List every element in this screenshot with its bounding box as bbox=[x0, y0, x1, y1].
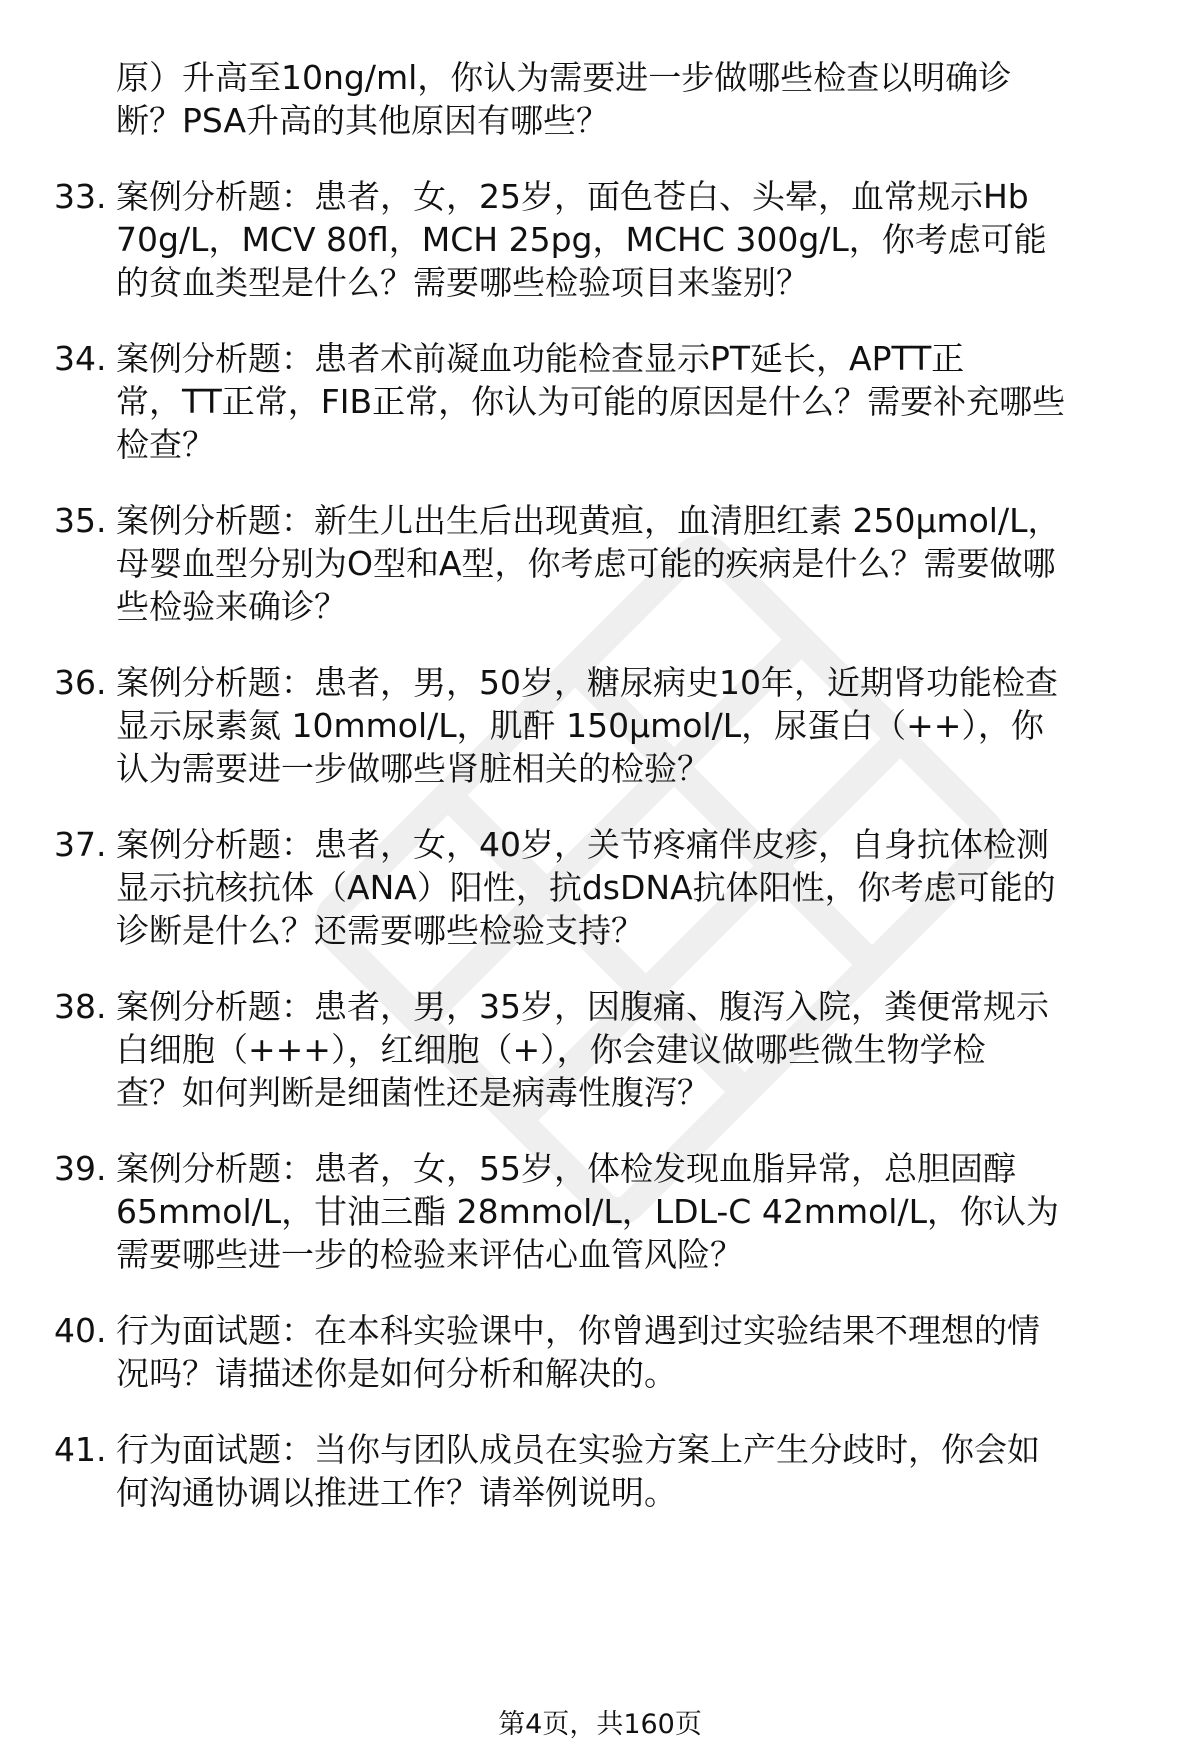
question-line: 案例分析题：患者，男，35岁，因腹痛、腹泻入院，粪便常规示 bbox=[116, 987, 1049, 1026]
question-line: 的贫血类型是什么？需要哪些检验项目来鉴别？ bbox=[116, 263, 809, 302]
question-line: 案例分析题：患者，男，50岁，糖尿病史10年，近期肾功能检查 bbox=[116, 663, 1058, 702]
question-line: 显示尿素氮 10mmol/L，肌酐 150μmol/L，尿蛋白（++），你 bbox=[116, 706, 1044, 745]
question-line: 65mmol/L，甘油三酯 28mmol/L，LDL-C 42mmol/L，你认为 bbox=[116, 1192, 1059, 1231]
page-number-footer: 第4页，共160页 bbox=[498, 1709, 702, 1740]
question-number: 34. bbox=[54, 339, 107, 378]
question-line: 常，TT正常，FIB正常，你认为可能的原因是什么？需要补充哪些 bbox=[116, 382, 1066, 421]
question-number: 33. bbox=[54, 177, 107, 216]
question-line: 显示抗核抗体（ANA）阳性，抗dsDNA抗体阳性，你考虑可能的 bbox=[116, 868, 1056, 907]
question-number: 37. bbox=[54, 825, 107, 864]
question-line: 认为需要进一步做哪些肾脏相关的检验？ bbox=[116, 749, 710, 788]
question-line: 母婴血型分别为O型和A型，你考虑可能的疾病是什么？需要做哪 bbox=[116, 544, 1056, 583]
question-line: 查？如何判断是细菌性还是病毒性腹泻？ bbox=[116, 1073, 710, 1112]
question-line: 诊断是什么？还需要哪些检验支持？ bbox=[116, 911, 644, 950]
question-number: 36. bbox=[54, 663, 107, 702]
question-line: 行为面试题：在本科实验课中，你曾遇到过实验结果不理想的情 bbox=[116, 1311, 1040, 1350]
intro-line-1: 原）升高至10ng/ml，你认为需要进一步做哪些检查以明确诊 bbox=[116, 58, 1012, 97]
question-line: 需要哪些进一步的检验来评估心血管风险？ bbox=[116, 1235, 743, 1274]
question-line: 案例分析题：患者，女，55岁，体检发现血脂异常，总胆固醇 bbox=[116, 1149, 1016, 1188]
question-number: 39. bbox=[54, 1149, 107, 1188]
question-line: 行为面试题：当你与团队成员在实验方案上产生分歧时，你会如 bbox=[116, 1430, 1040, 1469]
question-number: 40. bbox=[54, 1311, 107, 1350]
question-line: 案例分析题：患者，女，25岁，面色苍白、头晕，血常规示Hb bbox=[116, 177, 1029, 216]
question-line: 案例分析题：患者术前凝血功能检查显示PT延长，APTT正 bbox=[116, 339, 965, 378]
question-number: 35. bbox=[54, 501, 107, 540]
question-line: 70g/L，MCV 80fl，MCH 25pg，MCHC 300g/L，你考虑可能 bbox=[116, 220, 1047, 259]
question-number: 41. bbox=[54, 1430, 107, 1469]
question-line: 案例分析题：新生儿出生后出现黄疸，血清胆红素 250μmol/L， bbox=[116, 501, 1061, 540]
question-line: 案例分析题：患者，女，40岁，关节疼痛伴皮疹，自身抗体检测 bbox=[116, 825, 1049, 864]
question-line: 检查？ bbox=[116, 425, 215, 464]
question-line: 况吗？请描述你是如何分析和解决的。 bbox=[116, 1354, 677, 1393]
question-line: 白细胞（+++），红细胞（+），你会建议做哪些微生物学检 bbox=[116, 1030, 986, 1069]
question-number: 38. bbox=[54, 987, 107, 1026]
question-line: 些检验来确诊？ bbox=[116, 587, 347, 626]
intro-line-2: 断？PSA升高的其他原因有哪些？ bbox=[116, 101, 610, 140]
question-line: 何沟通协调以推进工作？请举例说明。 bbox=[116, 1473, 677, 1512]
